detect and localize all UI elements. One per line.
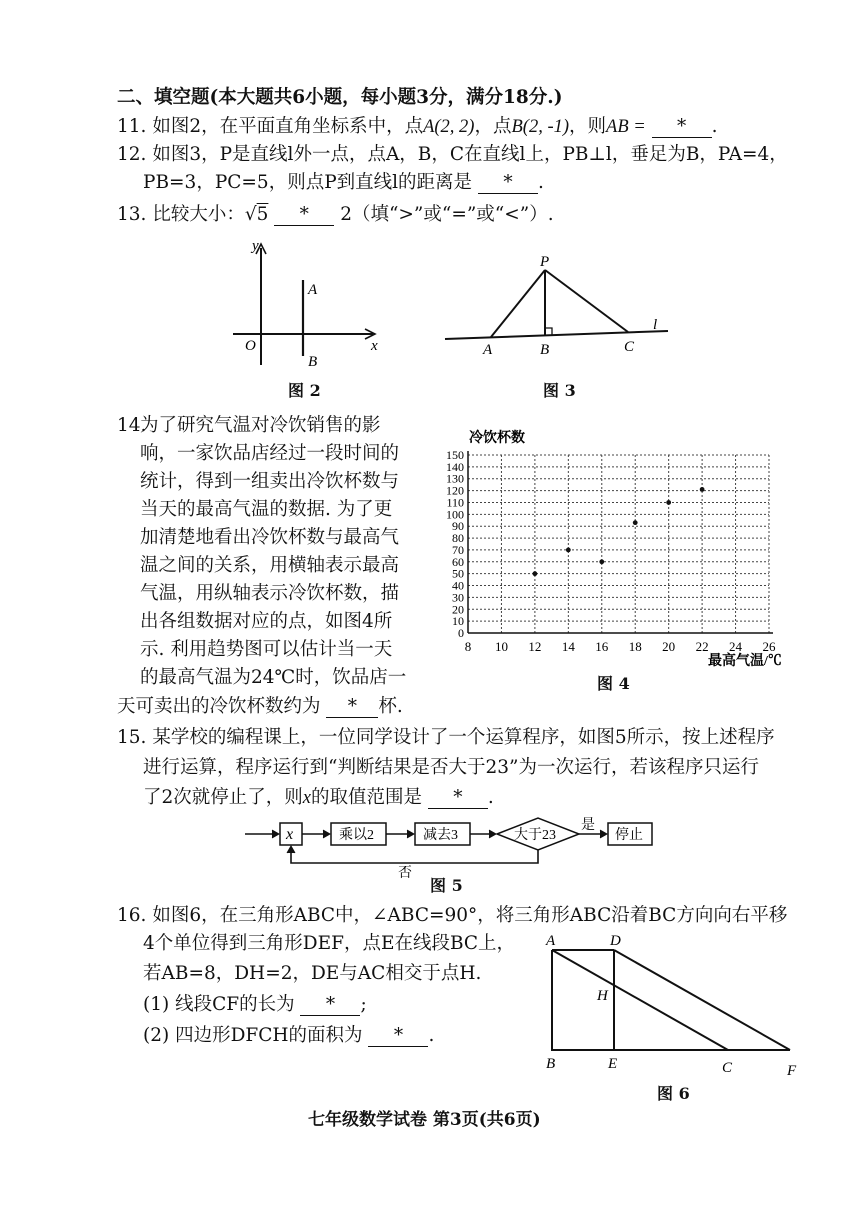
fig3-point-p-label: P (540, 254, 550, 270)
chart-y-tick-label: 40 (452, 578, 464, 593)
q16-sub1-end: ; (360, 994, 367, 1015)
question-12-line2 (143, 171, 544, 195)
chart-x-tick-label: 16 (595, 639, 609, 654)
q11-mid: ，点 (474, 116, 512, 137)
fig4-caption: 图 4 (597, 674, 630, 693)
q13-post: 2（填“>”或“=”或“<”）. (340, 204, 554, 225)
chart-y-tick-label: 80 (452, 531, 464, 546)
fig3-point-c-label: C (624, 339, 635, 355)
q11-end: . (711, 116, 718, 137)
chart-data-point (532, 571, 537, 576)
chart-data-point (633, 520, 638, 525)
question-12-line1 (117, 143, 788, 167)
question-15-line3 (143, 786, 494, 810)
fig2-x-label: x (371, 338, 378, 354)
q14-line: 响，一家饮品店经过一段时间的 (140, 443, 400, 464)
fig5-subtract-label: 减去3 (423, 828, 458, 843)
chart-y-tick-label: 70 (452, 542, 464, 557)
arrowhead-icon (272, 830, 279, 838)
fig6-point-h-label: H (597, 988, 608, 1004)
fig6-caption: 图 6 (657, 1084, 690, 1103)
q14-end: 杯. (378, 696, 403, 717)
q14-answer-blank[interactable]: * (326, 697, 378, 718)
chart-y-tick-label: 50 (452, 566, 464, 581)
q13-answer-blank[interactable]: * (274, 205, 334, 226)
figure-2 (225, 240, 385, 370)
q15-number: 15. (117, 727, 147, 748)
fig6-point-b-label: B (546, 1056, 556, 1072)
fig6-point-d-label: D (610, 933, 621, 949)
fig3-right-angle-mark (545, 328, 552, 335)
fig6-point-e-label: E (608, 1056, 618, 1072)
q15-text-line1: 某学校的编程课上，一位同学设计了一个运算程序，如图5所示，按上述程序 (152, 727, 775, 748)
fig6-triangle-abc-sides (552, 950, 790, 1050)
chart-y-tick-label: 30 (452, 590, 464, 605)
figure-6 (540, 930, 820, 1080)
section-header (117, 86, 562, 110)
chart-y-tick-label: 60 (452, 554, 464, 569)
fig2-y-label: y (252, 238, 259, 254)
q14-number: 14. (117, 415, 147, 436)
chart-x-label: 最高气温/℃ (708, 654, 782, 669)
fig5-decision-label: 大于23 (514, 828, 556, 843)
question-13 (117, 203, 554, 227)
q12-answer-blank[interactable]: * (478, 173, 538, 194)
section-title: 二、填空题 (117, 87, 210, 108)
q14-line: 出各组数据对应的点，如图4所 (140, 611, 393, 632)
q16-sub2-answer-blank[interactable]: * (368, 1026, 428, 1047)
q11-point-a: A(2, 2) (423, 117, 475, 137)
chart-y-tick-label: 10 (452, 614, 464, 629)
arrowhead-icon (600, 830, 607, 838)
fig3-line-l (445, 331, 668, 339)
chart-ticks (446, 448, 776, 654)
chart-x-tick-label: 10 (494, 639, 508, 654)
q11-answer-blank[interactable]: * (652, 117, 712, 138)
chart-x-tick-label: 26 (762, 639, 776, 654)
fig3-point-b-label: B (540, 342, 550, 358)
q14-line: 示. 利用趋势图可以估计当一天 (140, 639, 393, 660)
question-11 (117, 115, 718, 139)
q16-text-line2: 4个单位得到三角形DEF，点E在线段BC上， (143, 933, 516, 954)
q12-number: 12. (117, 144, 147, 165)
arrowhead-icon (407, 830, 414, 838)
q16-text-line3: 若AB=8，DH=2，DE与AC相交于点H. (143, 963, 482, 984)
q12-text-line1: 如图3，P是直线l外一点，点A，B，C在直线l上，PB⊥l，垂足为B，PA=4， (152, 144, 788, 165)
question-16-line1 (117, 904, 787, 928)
q14-line: 气温，用纵轴表示冷饮杯数，描 (140, 583, 400, 604)
figure-4-chart (425, 425, 785, 685)
chart-x-tick-label: 24 (729, 639, 743, 654)
chart-data-point (566, 548, 571, 553)
q15-mid: 的取值范围是 (311, 787, 423, 808)
q16-sub2-text: (2) 四边形DFCH的面积为 (143, 1025, 363, 1046)
q16-sub2-end: . (428, 1025, 435, 1046)
figure-5-flowchart (240, 818, 670, 881)
chart-x-tick-label: 18 (628, 639, 642, 654)
chart-x-tick-label: 12 (528, 639, 542, 654)
fig5-caption: 图 5 (430, 876, 463, 895)
q16-sub1 (143, 993, 367, 1017)
fig5-no-loop (291, 847, 538, 863)
fig6-point-f-label: F (787, 1063, 797, 1079)
q15-var-x: x (302, 788, 311, 808)
section-note: (本大题共6小题，每小题3分，满分18分.) (209, 87, 563, 108)
chart-y-tick-label: 90 (452, 519, 464, 534)
q14-line: 当天的最高气温的数据. 为了更 (140, 499, 393, 520)
fig5-stop-label: 停止 (615, 828, 643, 843)
q11-number: 11. (117, 116, 147, 137)
chart-x-tick-label: 20 (662, 639, 676, 654)
q15-text-line3: 了2次就停止了，则 (143, 787, 303, 808)
arrowhead-icon (287, 846, 295, 853)
fig2-point-a-label: A (308, 282, 318, 298)
q16-sub1-answer-blank[interactable]: * (300, 995, 360, 1016)
q14-line: 温之间的关系，用横轴表示最高 (140, 555, 400, 576)
chart-x-tick-label: 8 (464, 639, 472, 654)
chart-points (532, 487, 704, 576)
q11-text: 如图2，在平面直角坐标系中，点 (152, 116, 424, 137)
q14-line: 的最高气温为24℃时，饮品店一 (140, 667, 407, 688)
chart-y-tick-label: 130 (446, 471, 464, 486)
q14-last-line (117, 695, 403, 719)
q14-line: 为了研究气温对冷饮销售的影 (140, 415, 381, 436)
q14-line: 统计，得到一组卖出冷饮杯数与 (140, 471, 400, 492)
fig5-multiply-label: 乘以2 (339, 828, 374, 843)
q12-end: . (537, 172, 544, 193)
q15-end: . (487, 787, 494, 808)
sqrt-icon: √ (244, 204, 257, 225)
fig2-caption: 图 2 (288, 381, 321, 400)
q14-line: 加清楚地看出冷饮杯数与最高气 (140, 527, 400, 548)
chart-y-tick-label: 150 (446, 448, 464, 462)
fig3-line-l-label: l (653, 317, 658, 333)
chart-y-tick-label: 140 (446, 459, 464, 474)
fig2-origin-label: O (245, 338, 256, 354)
q15-text-line2: 进行运算，程序运行到“判断结果是否大于23”为一次运行，若该程序只运行 (143, 757, 759, 778)
q14-last-text: 天可卖出的冷饮杯数约为 (117, 696, 321, 717)
fig6-point-a-label: A (546, 933, 556, 949)
q16-text-line1: 如图6，在三角形ABC中，∠ABC=90°，将三角形ABC沿着BC方向向右平移 (152, 905, 788, 926)
q13-text: 比较大小： (152, 204, 245, 225)
q11-ab: AB = (606, 117, 646, 137)
fig6-point-c-label: C (722, 1060, 733, 1076)
q11-tail: ，则 (569, 116, 607, 137)
chart-y-tick-label: 0 (458, 626, 464, 640)
fig5-input-label: x (286, 826, 294, 843)
q15-answer-blank[interactable]: * (428, 788, 488, 809)
fig3-segment-pa (491, 270, 545, 337)
q16-sub1-text: (1) 线段CF的长为 (143, 994, 295, 1015)
arrowhead-icon (323, 830, 330, 838)
fig3-caption: 图 3 (543, 381, 576, 400)
q16-number: 16. (117, 905, 147, 926)
q13-number: 13. (117, 204, 147, 225)
q14-paragraph (140, 412, 415, 692)
chart-y-label: 冷饮杯数 (469, 431, 525, 446)
chart-x-tick-label: 22 (695, 639, 709, 654)
chart-y-tick-label: 110 (446, 495, 464, 510)
q16-sub2 (143, 1024, 434, 1048)
q11-point-b: B(2, -1) (511, 117, 570, 137)
fig3-point-a-label: A (483, 342, 493, 358)
chart-x-tick-label: 14 (561, 639, 575, 654)
figure-3 (443, 252, 683, 362)
chart-data-point (599, 559, 604, 564)
fig3-segment-pc (545, 270, 628, 332)
question-15-line1 (117, 726, 775, 750)
fig5-yes-label: 是 (581, 818, 595, 833)
chart-y-tick-label: 20 (452, 602, 464, 617)
q12-text-line2: PB=3，PC=5，则点P到直线l的距离是 (143, 172, 473, 193)
fig5-no-label: 否 (398, 866, 412, 881)
chart-data-point (666, 500, 671, 505)
q13-radicand: 5 (256, 204, 269, 225)
fig2-point-b-label: B (308, 354, 318, 370)
page-footer: 七年级数学试卷 第3页(共6页) (308, 1110, 541, 1130)
chart-grid (468, 451, 773, 633)
chart-y-tick-label: 100 (446, 507, 464, 522)
chart-data-point (700, 487, 705, 492)
chart-y-tick-label: 120 (446, 483, 464, 498)
